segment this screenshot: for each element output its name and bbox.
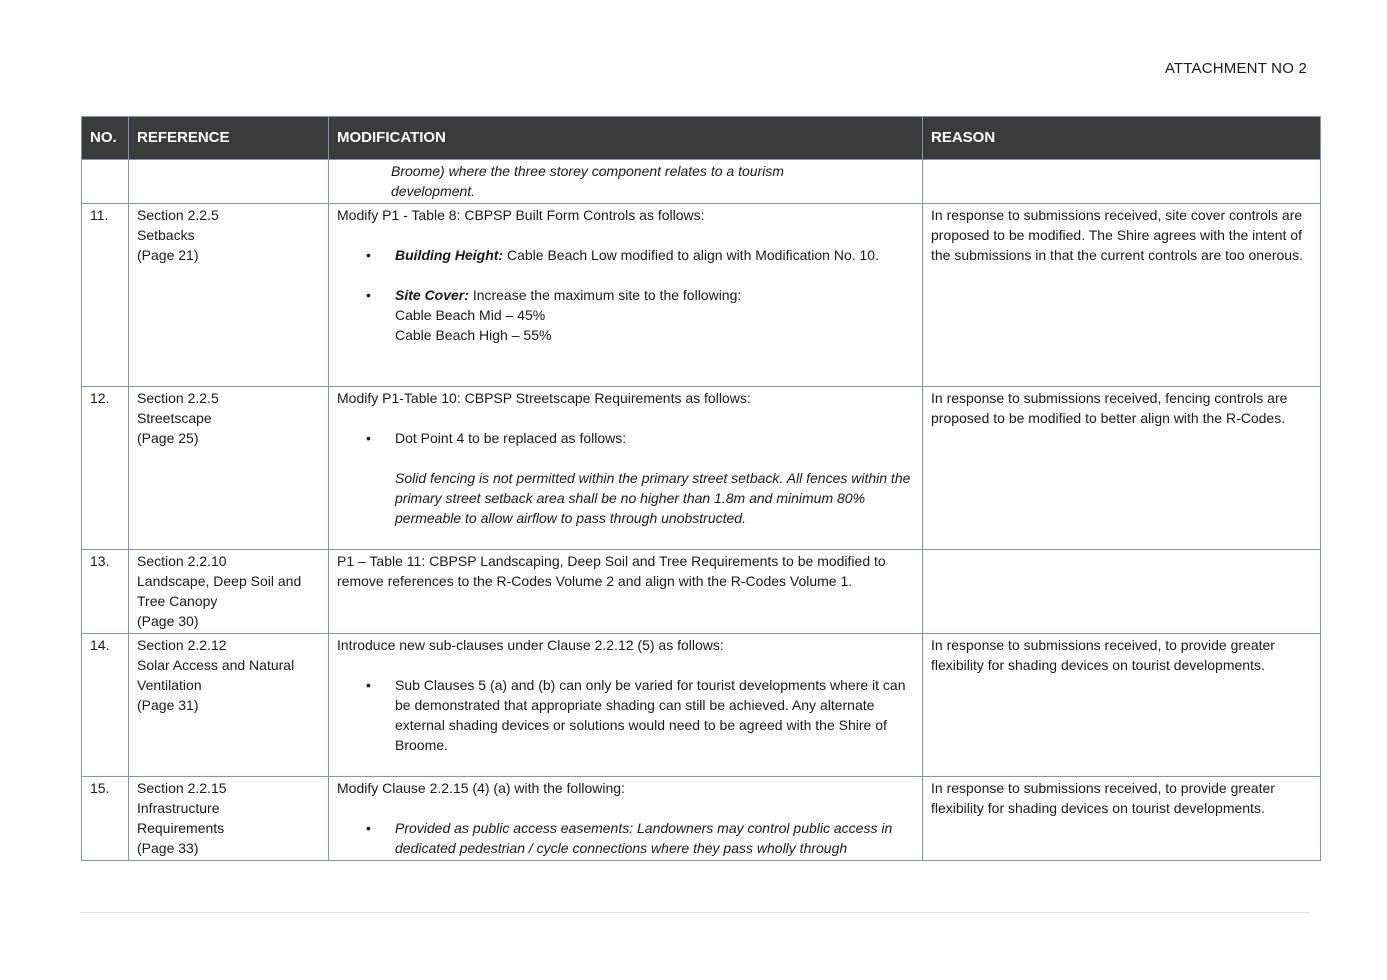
reference-line: Streetscape (137, 410, 212, 426)
reference-line: Ventilation (137, 677, 202, 693)
reference-line: Section 2.2.10 (137, 553, 227, 569)
reference-cell (129, 634, 329, 777)
modification-cell (329, 634, 923, 777)
table-row-continued (82, 160, 1321, 204)
reference-line: Tree Canopy (137, 593, 218, 609)
site-cover-value: Cable Beach High – 55% (395, 327, 552, 343)
bullet-item (395, 675, 914, 755)
bullet-text: Increase the maximum site to the following: (472, 287, 742, 303)
reference-cell (129, 160, 329, 204)
bullet-label: Site Cover: (395, 287, 469, 303)
bullet-item (395, 818, 914, 858)
reference-line: Solar Access and Natural (137, 657, 295, 673)
modification-cell (329, 387, 923, 550)
table-row (82, 634, 1321, 777)
reference-cell (129, 777, 329, 861)
site-cover-value: Cable Beach Mid – 45% (395, 307, 546, 323)
row-number: 14. (82, 634, 129, 777)
replacement-text: Solid fencing is not permitted within the primary street setback. All fences within the primary street setback area shall be no higher than 1.8m and minimum 80% permeable to allow airflow to pass through unobstructed. (395, 470, 911, 526)
bullet-list (337, 245, 914, 345)
col-header-no: NO. (82, 117, 129, 160)
reference-line: (Page 31) (137, 697, 199, 713)
reference-line: (Page 33) (137, 840, 199, 856)
table-row (82, 777, 1321, 861)
no-cell (82, 160, 129, 204)
row-number: 13. (82, 550, 129, 634)
modification-cell (329, 777, 923, 861)
reference-line: (Page 21) (137, 247, 199, 263)
bullet-text: Provided as public access easements: Landowners may control public access in dedicated pedestrian / cycle connections where they pass wholly through (395, 820, 893, 856)
bullet-list (337, 675, 914, 755)
reason-cell: In response to submissions received, fencing controls are proposed to be modified to better align with the R-Codes. (923, 387, 1321, 550)
table-row (82, 204, 1321, 387)
modification-intro: Modify P1-Table 10: CBPSP Streetscape Requirements as follows: (337, 390, 751, 406)
col-header-reference: REFERENCE (129, 117, 329, 160)
bullet-text: Sub Clauses 5 (a) and (b) can only be varied for tourist developments where it can be demonstrated that appropriate shading can still be achieved. Any alternate external shading devices or solutions would need to be agreed with the Shire of Broome. (395, 677, 906, 753)
bullet-label: Building Height: (395, 247, 504, 263)
reason-cell: In response to submissions received, site cover controls are proposed to be modified. The Shire agrees with the intent of the submissions in that the current controls are too onerous. (923, 204, 1321, 387)
reference-cell (129, 550, 329, 634)
bullet-item (395, 245, 914, 265)
reason-cell: In response to submissions received, to provide greater flexibility for shading devices on tourist developments. (923, 634, 1321, 777)
attachment-label: ATTACHMENT NO 2 (1164, 60, 1307, 77)
reference-line: Setbacks (137, 227, 195, 243)
row-number: 12. (82, 387, 129, 550)
reference-line: (Page 25) (137, 430, 199, 446)
modification-cell (329, 160, 923, 204)
footer-divider (80, 912, 1310, 913)
modification-intro: Modify Clause 2.2.15 (4) (a) with the following: (337, 780, 625, 796)
modification-cell (329, 204, 923, 387)
bullet-item (395, 285, 914, 345)
col-header-reason: REASON (923, 117, 1321, 160)
bullet-list (337, 818, 914, 858)
reference-cell (129, 387, 329, 550)
modification-cell: P1 – Table 11: CBPSP Landscaping, Deep Soil and Tree Requirements to be modified to remove references to the R-Codes Volume 2 and align with the R-Codes Volume 1. (329, 550, 923, 634)
reference-line: Section 2.2.15 (137, 780, 227, 796)
modifications-table (81, 116, 1321, 861)
reason-cell (923, 160, 1321, 204)
reference-line: Infrastructure (137, 800, 220, 816)
modification-intro: Modify P1 - Table 8: CBPSP Built Form Controls as follows: (337, 207, 705, 223)
continued-line: Broome) where the three storey component relates to a tourism (391, 163, 784, 179)
bullet-list (337, 428, 914, 528)
reference-line: Section 2.2.5 (137, 207, 219, 223)
table-header-row (82, 117, 1321, 160)
bullet-item (395, 428, 914, 528)
row-number: 11. (82, 204, 129, 387)
modification-intro: Introduce new sub-clauses under Clause 2.2.12 (5) as follows: (337, 637, 724, 653)
bullet-text: Dot Point 4 to be replaced as follows: (395, 430, 627, 446)
reference-line: Section 2.2.5 (137, 390, 219, 406)
reference-cell (129, 204, 329, 387)
table-row (82, 387, 1321, 550)
reference-line: Requirements (137, 820, 225, 836)
continued-line: development. (391, 183, 476, 199)
reference-line: (Page 30) (137, 613, 199, 629)
row-number: 15. (82, 777, 129, 861)
reference-line: Landscape, Deep Soil and (137, 573, 302, 589)
reason-cell (923, 550, 1321, 634)
col-header-modification: MODIFICATION (329, 117, 923, 160)
reason-cell: In response to submissions received, to provide greater flexibility for shading devices on tourist developments. (923, 777, 1321, 861)
bullet-text: Cable Beach Low modified to align with Modification No. 10. (506, 247, 879, 263)
reference-line: Section 2.2.12 (137, 637, 227, 653)
table-row (82, 550, 1321, 634)
